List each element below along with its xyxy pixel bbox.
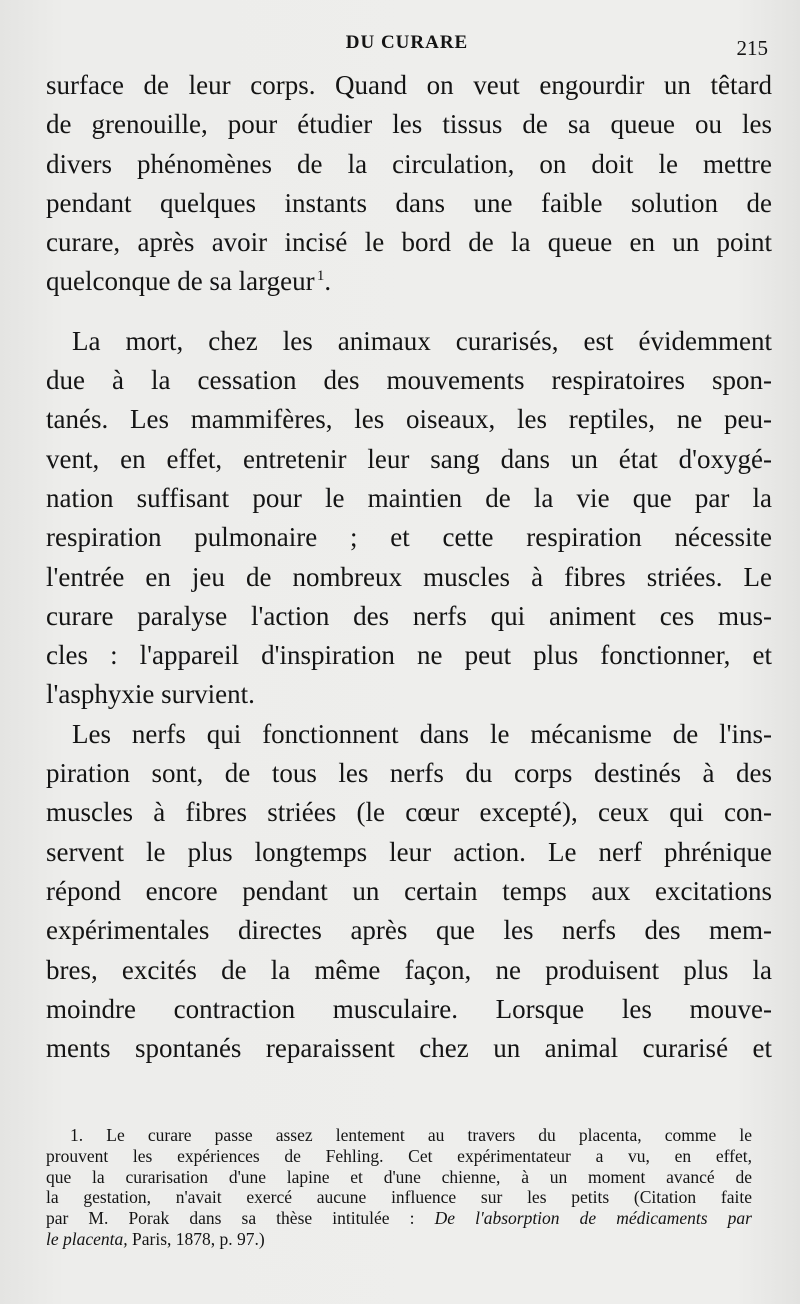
text-line: piration sont, de tous les nerfs du corps destinés à des xyxy=(46,758,772,789)
paragraph-3 xyxy=(46,715,772,1069)
running-title: DU CURARE xyxy=(345,32,469,53)
paragraph-2 xyxy=(46,322,772,715)
text-line: surface de leur corps. Quand on veut engourdir un têtard xyxy=(46,70,772,100)
body-text xyxy=(46,66,772,1068)
text-line: moindre contraction musculaire. Lorsque les mouve- xyxy=(46,993,772,1024)
page-header xyxy=(46,32,768,60)
text-line: cles : l'appareil d'inspiration ne peut plus fonctionner, et xyxy=(46,640,772,671)
text-line: due à la cessation des mouvements respiratoires spon- xyxy=(46,365,772,396)
text-line: pendant quelques instants dans une faible solution de xyxy=(46,187,772,218)
footnote-line xyxy=(46,1208,752,1229)
footnote-line: 1. Le curare passe assez lentement au travers du placenta, comme le xyxy=(70,1125,752,1145)
text-line xyxy=(46,262,772,301)
text-line: ments spontanés reparaissent chez un animal curarisé et xyxy=(46,1033,772,1064)
footnote-line xyxy=(46,1229,752,1250)
text-line: curare paralyse l'action des nerfs qui animent ces mus- xyxy=(46,600,772,631)
footnote-fragment: par M. Porak dans sa thèse intitulée : xyxy=(46,1208,435,1229)
cited-title: De l'absorption de médicaments par xyxy=(434,1208,752,1229)
text-line: servent le plus longtemps leur action. Le nerf phrénique xyxy=(46,836,772,867)
footnote-reference[interactable]: 1 xyxy=(316,268,325,285)
footnote xyxy=(46,1125,752,1250)
cited-title: le placenta, xyxy=(46,1228,128,1249)
page-number: 215 xyxy=(736,36,768,60)
text-line: La mort, chez les animaux curarisés, est évidemment xyxy=(72,325,772,356)
text-line: bres, excités de la même façon, ne produisent plus la xyxy=(46,954,772,985)
text-line: muscles à fibres striées (le cœur excepté), ceux qui con- xyxy=(46,797,772,828)
footnote-fragment: Paris, 1878, p. 97.) xyxy=(127,1228,265,1249)
paragraph-1 xyxy=(46,66,772,302)
text-fragment: quelconque de sa largeur xyxy=(46,266,315,297)
text-line: l'asphyxie survient. xyxy=(46,679,255,710)
text-line: expérimentales directes après que les nerfs des mem- xyxy=(46,915,772,946)
text-line: respiration pulmonaire ; et cette respiration nécessite xyxy=(46,522,772,553)
text-line: Les nerfs qui fonctionnent dans le mécanisme de l'ins- xyxy=(72,718,772,749)
footnote-line: prouvent les expériences de Fehling. Cet expérimentateur a vu, en effet, xyxy=(46,1145,752,1166)
paragraph-gap xyxy=(46,302,772,322)
text-line: l'entrée en jeu de nombreux muscles à fibres striées. Le xyxy=(46,561,772,592)
text-line: vent, en effet, entretenir leur sang dans un état d'oxygé- xyxy=(46,443,772,474)
text-line: répond encore pendant un certain temps aux excitations xyxy=(46,875,772,906)
text-fragment: . xyxy=(324,266,332,297)
text-line: tanés. Les mammifères, les oiseaux, les reptiles, ne peu- xyxy=(46,404,772,435)
footnote-line: que la curarisation d'une lapine et d'une chienne, à un moment avancé de xyxy=(46,1166,752,1187)
text-line: divers phénomènes de la circulation, on doit le mettre xyxy=(46,148,772,179)
text-line: de grenouille, pour étudier les tissus de sa queue ou les xyxy=(46,109,772,140)
footnote-line: la gestation, n'avait exercé aucune influence sur les petits (Citation faite xyxy=(46,1187,752,1208)
text-line: curare, après avoir incisé le bord de la queue en un point xyxy=(46,227,772,258)
text-line: nation suffisant pour le maintien de la vie que par la xyxy=(46,482,772,513)
